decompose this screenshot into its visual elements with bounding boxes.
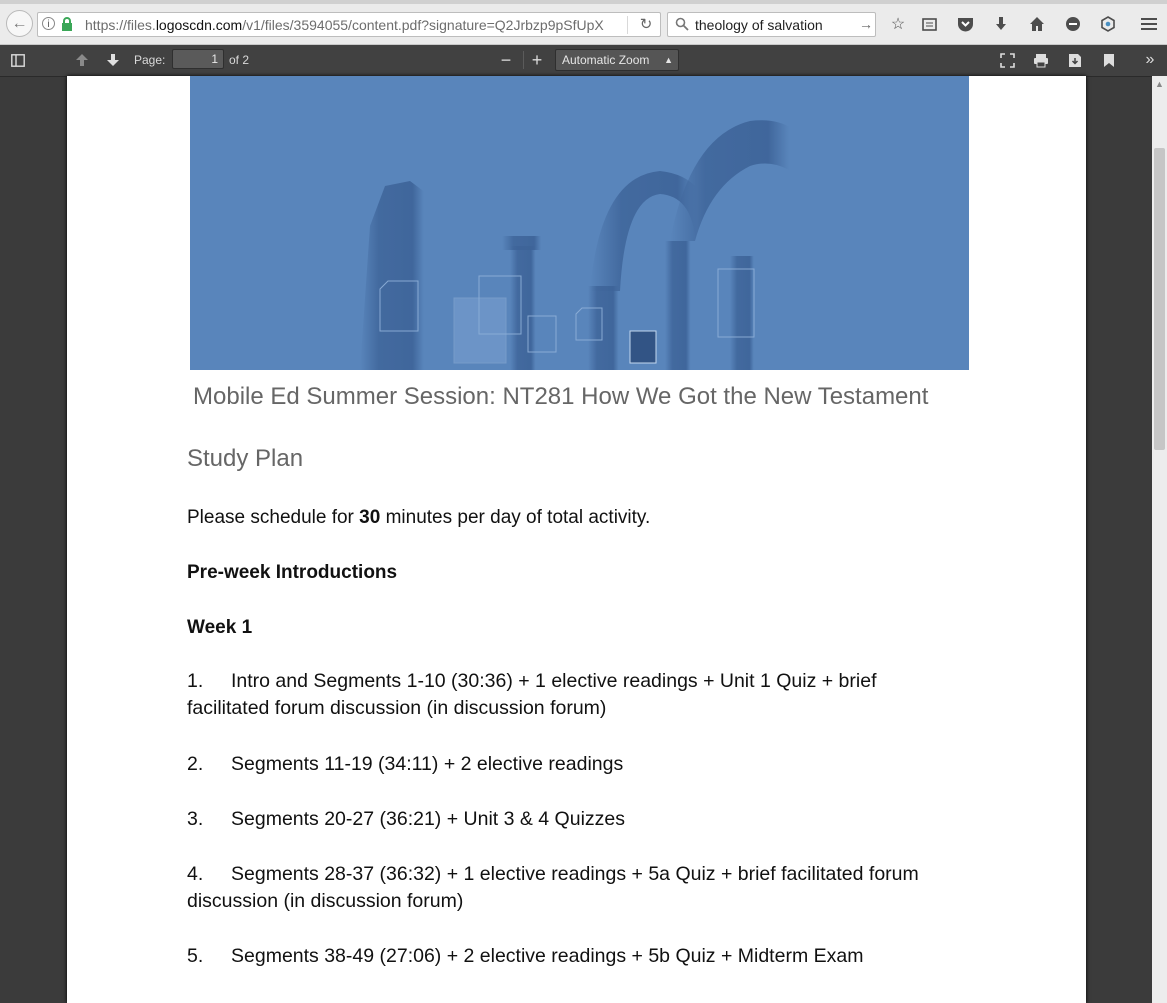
menu-icon[interactable] bbox=[1138, 13, 1160, 35]
lock-icon bbox=[60, 16, 74, 32]
scroll-up-icon[interactable]: ▲ bbox=[1155, 79, 1164, 89]
week-heading: Week 1 bbox=[187, 617, 253, 638]
zoom-out-icon[interactable]: − bbox=[500, 49, 512, 70]
list-item: 2. Segments 11-19 (34:11) + 2 elective readings bbox=[187, 753, 624, 775]
schedule-text: Please schedule for 30 minutes per day of total activity. bbox=[187, 507, 651, 528]
url-bar[interactable] bbox=[37, 12, 661, 37]
list-item: 1. Intro and Segments 1-10 (30:36) + 1 elective readings + Unit 1 Quiz + brief facilitated forum discussion (in discussion forum) bbox=[187, 670, 877, 719]
page-count: of 2 bbox=[229, 53, 250, 67]
search-bar[interactable] bbox=[667, 12, 876, 37]
scrollbar-thumb[interactable] bbox=[1154, 148, 1165, 450]
zoom-value: Automatic Zoom bbox=[562, 53, 650, 67]
ruins-illustration bbox=[190, 76, 969, 370]
url-separator bbox=[627, 16, 628, 34]
browser-toolbar bbox=[0, 0, 1167, 45]
print-icon[interactable] bbox=[1029, 49, 1053, 71]
document-title: Mobile Ed Summer Session: NT281 How We Got the New Testament bbox=[193, 383, 929, 410]
tab-strip bbox=[0, 0, 1167, 4]
schedule-minutes: 30 bbox=[359, 507, 381, 528]
reload-icon[interactable]: ↻ bbox=[639, 16, 653, 33]
reading-list-icon[interactable] bbox=[918, 13, 940, 35]
more-tools-icon[interactable]: » bbox=[1145, 51, 1155, 68]
download-icon[interactable] bbox=[990, 13, 1012, 35]
back-button[interactable] bbox=[6, 10, 33, 37]
prev-page-icon[interactable] bbox=[70, 49, 94, 71]
search-query[interactable]: theology of salvation bbox=[695, 17, 823, 33]
bookmark-star-icon[interactable]: ☆ bbox=[890, 16, 906, 33]
next-page-icon[interactable] bbox=[101, 49, 125, 71]
list-item: 3. Segments 20-27 (36:21) + Unit 3 & 4 Quizzes bbox=[187, 808, 625, 830]
back-arrow-icon: ← bbox=[11, 14, 28, 32]
list-item: 4. Segments 28-37 (36:32) + 1 elective readings + 5a Quiz + brief facilitated forum discussion (in discussion forum) bbox=[187, 863, 919, 912]
pdf-page bbox=[67, 76, 1086, 1003]
search-icon bbox=[675, 17, 689, 31]
list-item: 5. Segments 38-49 (27:06) + 2 elective readings + 5b Quiz + Midterm Exam bbox=[187, 945, 864, 967]
sidebar-toggle-icon[interactable] bbox=[6, 49, 30, 71]
info-icon[interactable]: i bbox=[42, 17, 55, 30]
chat-icon[interactable] bbox=[1062, 13, 1084, 35]
zoom-caret-icon: ▲ bbox=[664, 55, 673, 65]
pocket-icon[interactable] bbox=[954, 13, 976, 35]
page-number-input[interactable]: 1 bbox=[172, 49, 224, 69]
page-label: Page: bbox=[134, 53, 166, 67]
save-icon[interactable] bbox=[1063, 49, 1087, 71]
banner-image bbox=[190, 76, 969, 370]
search-go-icon[interactable]: → bbox=[859, 16, 873, 32]
zoom-separator bbox=[523, 51, 524, 69]
pre-week-heading: Pre-week Introductions bbox=[187, 562, 398, 583]
bookmark-icon[interactable] bbox=[1097, 49, 1121, 71]
home-icon[interactable] bbox=[1026, 13, 1048, 35]
zoom-select[interactable] bbox=[555, 49, 679, 71]
fullscreen-icon[interactable] bbox=[995, 49, 1019, 71]
zoom-in-icon[interactable]: + bbox=[531, 49, 543, 70]
pdf-toolbar bbox=[0, 45, 1167, 77]
url-text[interactable]: https://files.logoscdn.com/v1/files/3594055/content.pdf?signature=Q2Jrbzp9pSfUpX bbox=[85, 17, 604, 33]
section-heading: Study Plan bbox=[187, 445, 304, 472]
extension-icon[interactable] bbox=[1097, 13, 1119, 35]
